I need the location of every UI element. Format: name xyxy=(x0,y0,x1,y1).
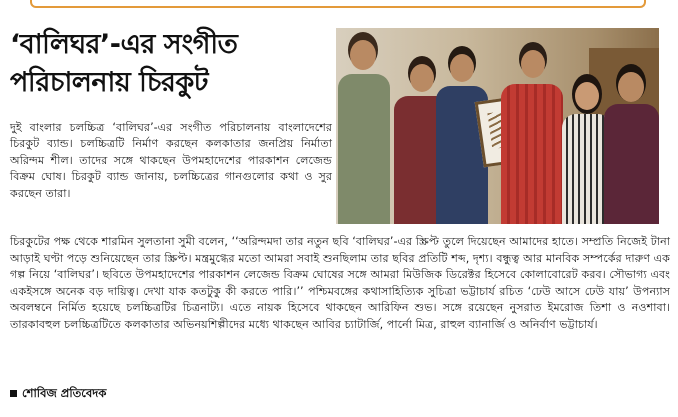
byline-text: শোবিজ প্রতিবেদক xyxy=(22,386,107,400)
byline-square-icon xyxy=(10,390,17,397)
article-headline: ‘বালিঘর’-এর সংগীত পরিচালনায় চিরকুট xyxy=(10,29,238,98)
article-body-paragraph: চিরকুটের পক্ষ থেকে শারমিন সুলতানা সুমী বলেন, ‘‘অরিন্দমদা তার নতুন ছবি ‘বালিঘর’-এর স্ক্রিপ্ট তুলে দিয়েছেন আমাদের হাতে। সম্প্রতি নিজেই টানা আড়াই ঘণ্টা পড়ে শুনিয়েছেন তার স্ক্রিপ্ট। মন্ত্রমুগ্ধের মতো আমরা সবাই শুনছিলাম তার ছবির প্রতিটি শব্দ, দৃশ্য। বন্ধুত্ব আর মানবিক সম্পর্কের দারুণ এক গল্প নিয়ে ‘বালিঘর’। ছবিতে উপমহাদেশের পারকাশন লেজেন্ড বিক্রম ঘোষের সঙ্গে আমরা মিউজিক ডিরেক্টর হিসেবে কোলাবোরেট করব। সৌভাগ্য এবং একইসঙ্গে অনেক বড় দায়িত্ব। দেখা যাক কতটুকু কী করতে পারি।’’ পশ্চিমবঙ্গের কথাসাহিত্যিক সুচিত্রা ভট্টাচার্য রচিত ‘ঢেউ আসে ঢেউ যায়’ উপন্যাস অবলম্বনে নির্মিত হয়েছে চলচ্চিত্রটির চিত্রনাট্য। এতে নায়ক হিসেবে থাকছেন আরিফিন শুভ। সঙ্গে রয়েছেন নুসরাত ইমরোজ তিশা ও নওশাবা। তারকাবহুল চলচ্চিত্রটিতে কলকাতার অভিনয়শিল্পীদের মধ্যে থাকছেন আবির চ্যাটার্জি, পার্নো মিত্র, রাহুল ব্যানার্জি ও অনির্বাণ ভট্টাচার্য। xyxy=(10,235,670,331)
article-lead-paragraph: দুই বাংলার চলচ্চিত্র ‘বালিঘর’-এর সংগীত পরিচালনায় বাংলাদেশের চিরকুট ব্যান্ড। চলচ্চিত্রটি নির্মাণ করছেন কলকাতার জনপ্রিয় নির্মাতা অরিন্দম শীল। তাদের সঙ্গে থাকছেন উপমহাদেশের পারকাশন লেজেন্ড বিক্রম ঘোষ। চিরকুট ব্যান্ড জানায়, চলচ্চিত্রের গানগুলোর কথা ও সুর করছেন তারা। xyxy=(10,121,332,200)
article-byline xyxy=(10,385,106,404)
top-frame-border xyxy=(30,0,646,8)
article-photo xyxy=(336,28,659,224)
